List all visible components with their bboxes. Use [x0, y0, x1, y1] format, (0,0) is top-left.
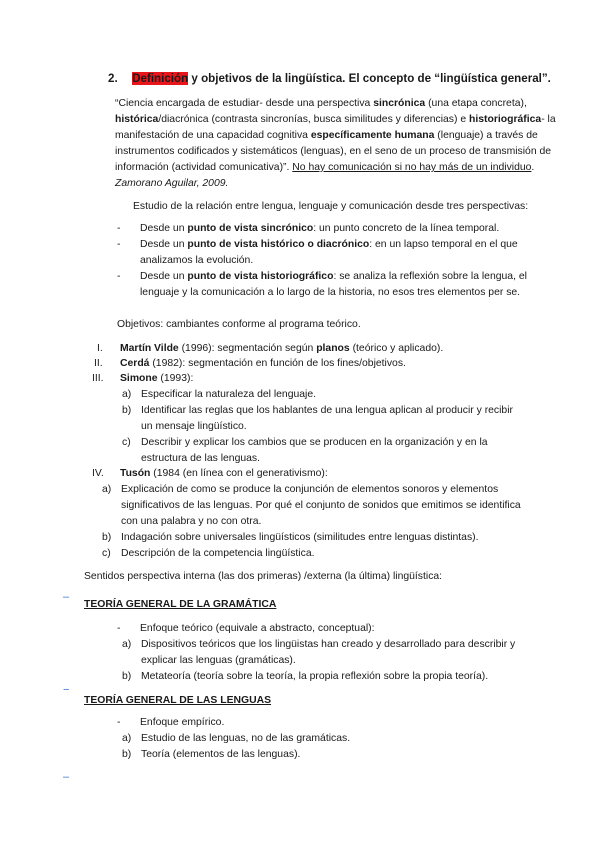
quote-underlined: No hay comunicación si no hay más de un individuo	[292, 162, 532, 173]
bold-text: planos	[316, 343, 350, 354]
heading-number: 2.	[108, 72, 118, 85]
perspective-2	[140, 238, 518, 252]
languages-section-title: TEORÍA GENERAL DE LAS LENGUAS	[84, 695, 272, 706]
quote-text: (lenguaje) a través de	[434, 130, 538, 141]
text: : en un lapso temporal en el que	[369, 239, 518, 250]
quote-bold: sincrónica	[373, 98, 426, 109]
quote-text: manifestación de una capacidad cognitiva	[115, 130, 311, 141]
quote-line-3	[115, 129, 538, 143]
text: : un punto concreto de la línea temporal.	[313, 223, 500, 234]
section-heading	[108, 72, 551, 86]
margin-mark-icon: −	[63, 684, 70, 696]
perspective-2-cont: analizamos la evolución.	[140, 255, 254, 266]
roman-numeral: IV.	[92, 468, 104, 479]
quote-text: información (actividad comunicativa)”.	[115, 162, 293, 173]
text: : se analiza la reflexión sobre la lengua, el	[333, 271, 527, 282]
heading-highlight: Definición	[132, 72, 189, 85]
margin-mark-icon: –	[63, 591, 70, 603]
quote-text: (una etapa concreta),	[425, 98, 527, 109]
objective-2	[120, 357, 406, 371]
objective-3a: Especificar la naturaleza del lenguaje.	[141, 389, 317, 400]
objective-4a-cont: significativos de las lenguas. Por qué el conjunto de sonidos que emitimos se identifica	[121, 500, 521, 511]
heading-rest: y objetivos de la lingüística. El concepto de “lingüística general”.	[188, 72, 551, 85]
objective-4a-cont: con una palabra y no con otra.	[121, 516, 262, 527]
dash-bullet: -	[117, 223, 121, 234]
bold-text: Martín Vilde	[120, 343, 179, 354]
text: (1982): segmentación en función de los fines/objetivos.	[149, 358, 406, 369]
quote-line-4: instrumentos codificados y sistemáticos (lenguas), en el seno de un proceso de transmisión de	[115, 146, 552, 157]
letter-label: c)	[102, 548, 111, 559]
objective-3c: Describir y explicar los cambios que se producen en la organización y en la	[141, 437, 488, 448]
dash-bullet: -	[117, 271, 121, 282]
text: (1996): segmentación según	[178, 343, 317, 354]
letter-label: a)	[102, 484, 112, 495]
letter-label: c)	[122, 437, 131, 448]
letter-label: a)	[122, 639, 132, 650]
grammar-section-title: TEORÍA GENERAL DE LA GRAMÁTICA	[84, 599, 277, 610]
bold-text: punto de vista histórico o diacrónico	[187, 239, 370, 250]
perspective-3-cont: lenguaje y la comunicación a lo largo de la historia, no esos tres elementos per se.	[140, 287, 521, 298]
objectives-intro: Objetivos: cambiantes conforme al programa teórico.	[117, 319, 361, 330]
letter-label: b)	[102, 532, 112, 543]
text: Desde un	[140, 271, 188, 282]
letter-label: a)	[122, 733, 132, 744]
letter-label: b)	[122, 671, 132, 682]
quote-text: .	[531, 162, 535, 173]
dash-bullet: -	[117, 717, 121, 728]
roman-numeral: III.	[92, 373, 104, 384]
roman-numeral: II.	[94, 358, 103, 369]
objective-4	[120, 467, 328, 481]
quote-line-5	[115, 161, 534, 175]
quote-text: /diacrónica (contrasta sincronías, busca similitudes y diferencias) e	[158, 114, 470, 125]
objective-4a: Explicación de como se produce la conjunción de elementos sonoros y elementos	[121, 484, 499, 495]
text: (teórico y aplicado).	[349, 343, 444, 354]
bold-text: punto de vista sincrónico	[187, 223, 314, 234]
text: (1993):	[157, 373, 194, 384]
perspective-3	[140, 270, 527, 284]
perspective-1	[140, 222, 499, 236]
grammar-item-b: Metateoría (teoría sobre la teoría, la propia reflexión sobre la propia teoría).	[141, 671, 489, 682]
grammar-item: Enfoque teórico (equivale a abstracto, conceptual):	[140, 623, 375, 634]
quote-author: Zamorano Aguilar, 2009.	[115, 178, 229, 189]
quote-line-1	[115, 97, 527, 111]
quote-bold: historiográfica	[469, 114, 542, 125]
languages-item-a: Estudio de las lenguas, no de las gramáticas.	[141, 733, 351, 744]
objective-1	[120, 342, 443, 356]
roman-numeral: I.	[97, 343, 103, 354]
margin-mark-icon: –	[63, 771, 70, 783]
grammar-item-a-cont: explicar las lenguas (gramáticas).	[141, 655, 296, 666]
letter-label: a)	[122, 389, 132, 400]
quote-line-2	[115, 113, 556, 127]
bold-text: Simone	[120, 373, 158, 384]
objective-4b: Indagación sobre universales lingüísticos (similitudes entre lenguas distintas).	[121, 532, 479, 543]
text: (1984 (en línea con el generativismo):	[150, 468, 328, 479]
objective-3b-cont: un mensaje lingüístico.	[141, 421, 247, 432]
languages-item-b: Teoría (elementos de las lenguas).	[141, 749, 301, 760]
quote-bold: específicamente humana	[310, 130, 435, 141]
text: Desde un	[140, 239, 188, 250]
objective-4c: Descripción de la competencia lingüística.	[121, 548, 315, 559]
objective-3	[120, 372, 193, 386]
perspectives-intro: Estudio de la relación entre lengua, lenguaje y comunicación desde tres perspectivas:	[133, 201, 529, 212]
objective-3c-cont: estructura de las lenguas.	[141, 453, 260, 464]
bold-text: Tusón	[120, 468, 151, 479]
letter-label: b)	[122, 749, 132, 760]
quote-text: “Ciencia encargada de estudiar- desde una perspectiva	[115, 98, 374, 109]
senses-line: Sentidos perspectiva interna (las dos primeras) /externa (la última) lingüística:	[84, 571, 443, 582]
text: Desde un	[140, 223, 188, 234]
letter-label: b)	[122, 405, 132, 416]
grammar-item-a: Dispositivos teóricos que los lingüistas han creado y desarrollado para describir y	[141, 639, 516, 650]
languages-item: Enfoque empírico.	[140, 717, 225, 728]
dash-bullet: -	[117, 623, 121, 634]
bold-text: punto de vista historiográfico	[187, 271, 334, 282]
quote-bold: histórica	[115, 114, 159, 125]
objective-3b: Identificar las reglas que los hablantes de una lengua aplican al producir y recibir	[141, 405, 513, 416]
quote-text: - la	[541, 114, 556, 125]
dash-bullet: -	[117, 239, 121, 250]
bold-text: Cerdá	[120, 358, 150, 369]
